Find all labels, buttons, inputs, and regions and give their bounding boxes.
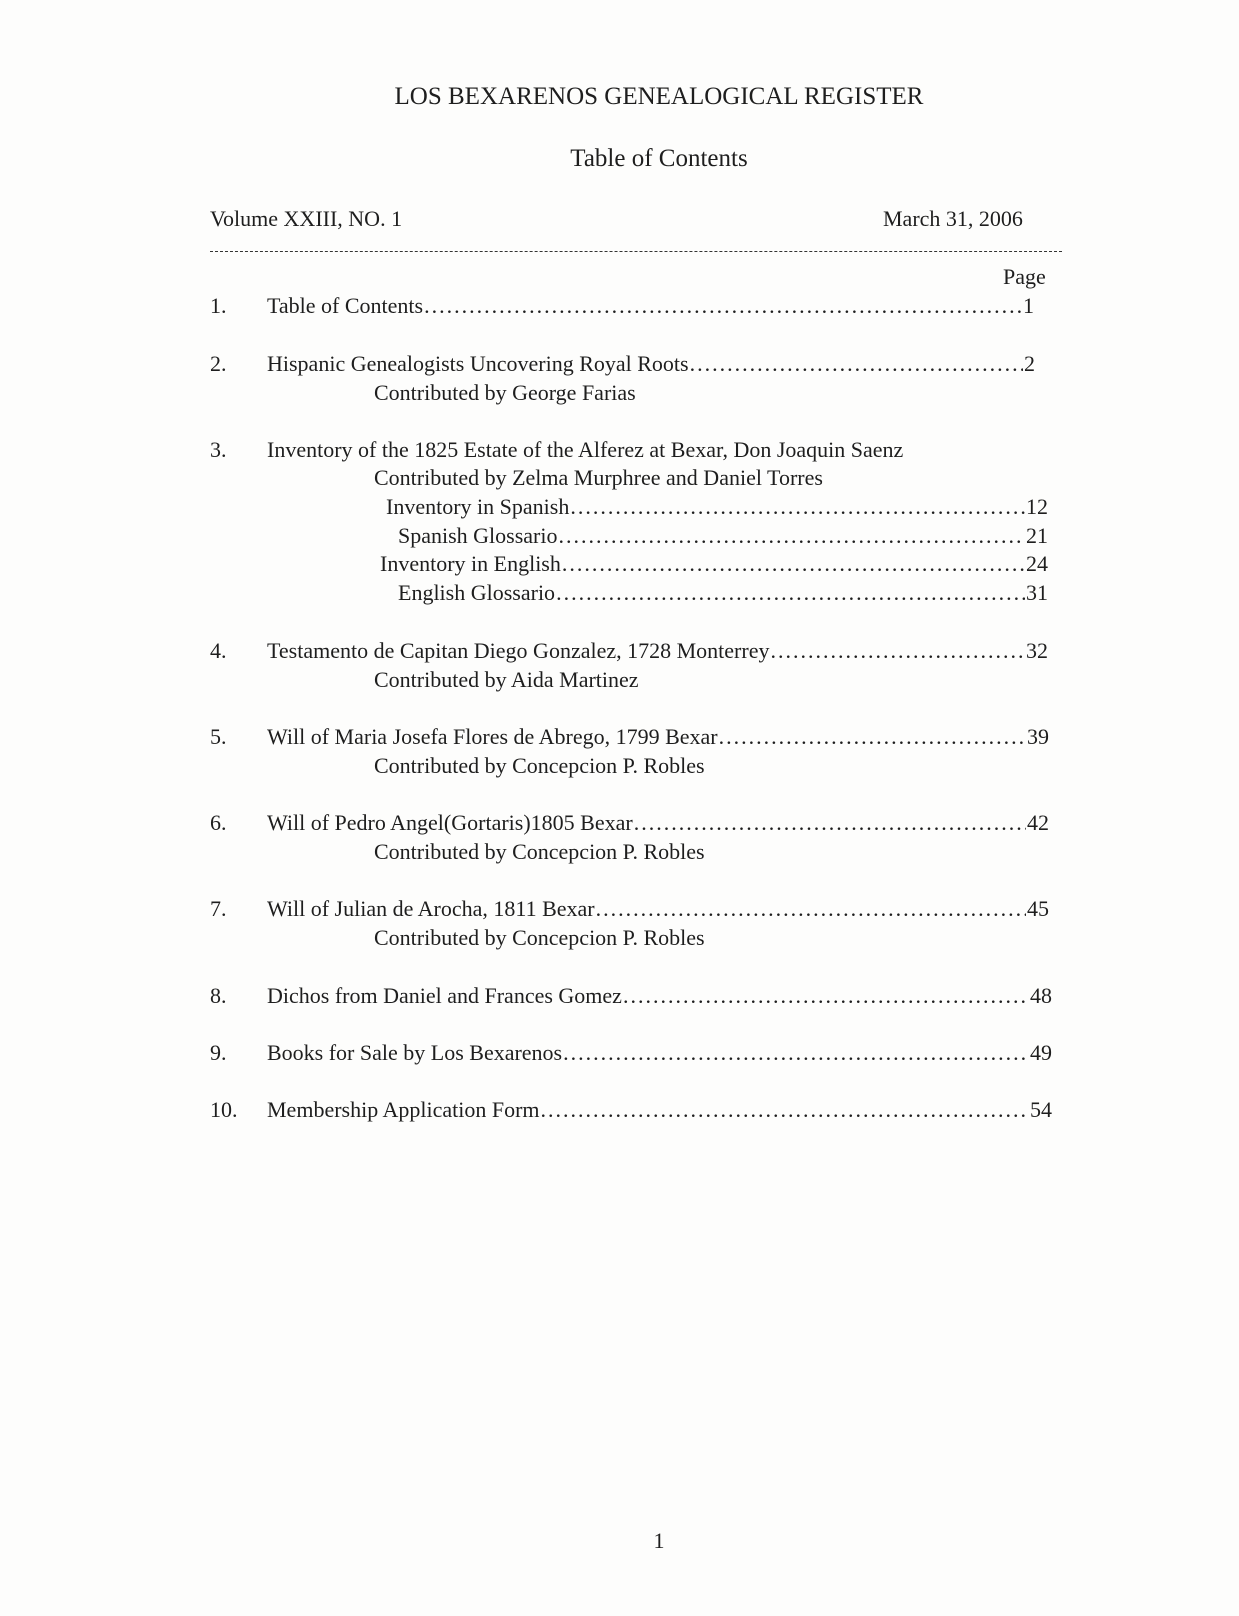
entry-page: 2 [1024, 351, 1035, 376]
entry-number: 2. [210, 351, 227, 376]
entry-number: 5. [210, 724, 227, 749]
subentry-page: 12 [1026, 494, 1048, 519]
entry-number: 1. [210, 293, 227, 318]
entry-number: 10. [210, 1097, 238, 1122]
page-number: 1 [653, 1528, 665, 1553]
entry-title: Inventory of the 1825 Estate of the Alferez at Bexar, Don Joaquin Saenz [267, 437, 904, 462]
toc-entry [267, 898, 1049, 920]
dot-leader [424, 295, 1022, 317]
issue-date: March 31, 2006 [883, 206, 1023, 231]
entry-title: Will of Pedro Angel(Gortaris)1805 Bexar [267, 810, 633, 835]
entry-number: 7. [210, 896, 227, 921]
toc-entry [267, 1099, 1052, 1121]
subentry-title: English Glossario [398, 580, 556, 605]
dot-leader [541, 1099, 1029, 1121]
toc-entry [267, 295, 1034, 317]
dot-leader [690, 353, 1023, 375]
entry-contributor: Contributed by Concepcion P. Robles [374, 753, 705, 778]
toc-subentry [380, 553, 1048, 575]
entry-title: Testamento de Capitan Diego Gonzalez, 1728 Monterrey [267, 638, 770, 663]
entry-contributor: Contributed by Zelma Murphree and Daniel Torres [374, 465, 823, 490]
subentry-title: Inventory in Spanish [386, 494, 570, 519]
page-column-label: Page [1003, 264, 1046, 289]
dot-leader [563, 1042, 1029, 1064]
dot-leader [556, 582, 1025, 604]
subentry-title: Spanish Glossario [398, 523, 558, 548]
entry-page: 45 [1027, 896, 1049, 921]
entry-page: 49 [1030, 1040, 1052, 1065]
toc-entry [267, 1042, 1052, 1064]
dot-leader [770, 640, 1025, 662]
entry-contributor: Contributed by Concepcion P. Robles [374, 925, 705, 950]
entry-page: 54 [1030, 1097, 1052, 1122]
page-subtitle: Table of Contents [570, 145, 748, 172]
entry-title: Will of Maria Josefa Flores de Abrego, 1799 Bexar [267, 724, 718, 749]
entry-title: Dichos from Daniel and Frances Gomez [267, 983, 622, 1008]
dot-leader [559, 525, 1026, 547]
dashed-divider [210, 251, 1062, 252]
toc-subentry [398, 582, 1048, 604]
toc-entry [267, 640, 1048, 662]
entry-title: Hispanic Genealogists Uncovering Royal Roots [267, 351, 689, 376]
page-title: LOS BEXARENOS GENEALOGICAL REGISTER [394, 83, 924, 110]
subentry-page: 24 [1026, 551, 1048, 576]
dot-leader [719, 726, 1026, 748]
subentry-page: 21 [1026, 523, 1048, 548]
entry-number: 6. [210, 810, 227, 835]
dot-leader [570, 496, 1025, 518]
toc-entry [267, 726, 1049, 748]
dot-leader [623, 985, 1029, 1007]
toc-subentry [386, 496, 1048, 518]
entry-page: 32 [1026, 638, 1048, 663]
entry-number: 3. [210, 437, 227, 462]
entry-number: 9. [210, 1040, 227, 1065]
subentry-page: 31 [1026, 580, 1048, 605]
dot-leader [562, 553, 1025, 575]
entry-contributor: Contributed by Concepcion P. Robles [374, 839, 705, 864]
dot-leader [596, 898, 1026, 920]
entry-page: 39 [1027, 724, 1049, 749]
entry-title: Books for Sale by Los Bexarenos [267, 1040, 563, 1065]
entry-contributor: Contributed by Aida Martinez [374, 667, 639, 692]
entry-title: Will of Julian de Arocha, 1811 Bexar [267, 896, 595, 921]
entry-title: Membership Application Form [267, 1097, 540, 1122]
entry-page: 1 [1023, 293, 1034, 318]
toc-entry [267, 985, 1052, 1007]
toc-entry [267, 812, 1049, 834]
entry-page: 42 [1027, 810, 1049, 835]
entry-contributor: Contributed by George Farias [374, 380, 636, 405]
toc-entry [267, 353, 1035, 375]
entry-number: 8. [210, 983, 227, 1008]
entry-number: 4. [210, 638, 227, 663]
toc-subentry [398, 525, 1048, 547]
entry-title: Table of Contents [267, 293, 424, 318]
entry-page: 48 [1030, 983, 1052, 1008]
subentry-title: Inventory in English [380, 551, 561, 576]
volume-label: Volume XXIII, NO. 1 [210, 206, 403, 231]
dot-leader [634, 812, 1026, 834]
